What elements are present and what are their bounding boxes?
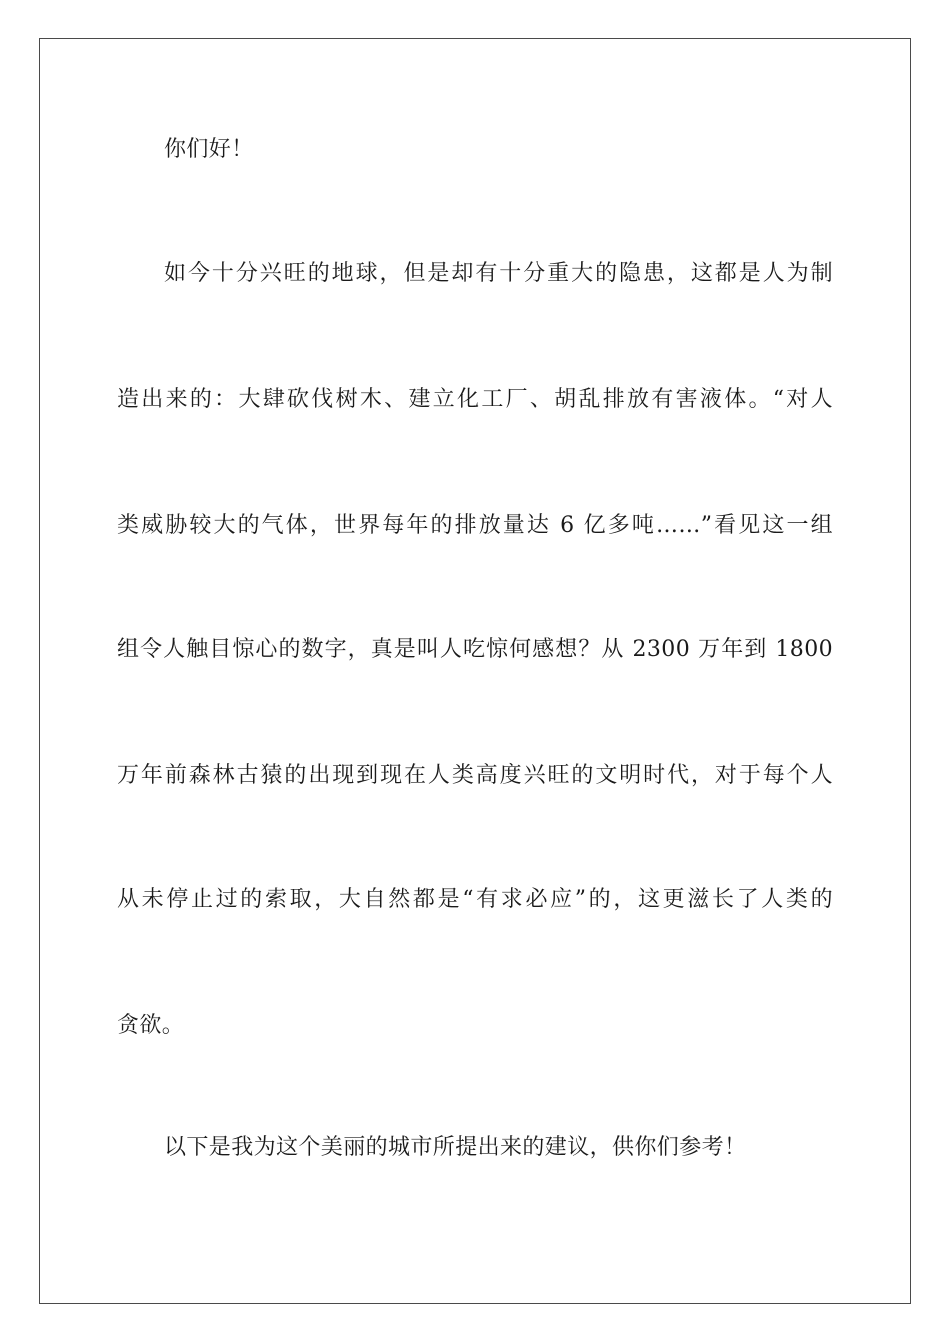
paragraph-1-line-2: 造出来的：大肆砍伐树木、建立化工厂、胡乱排放有害液体。“对人 [117, 387, 833, 412]
paragraph-1-line-3: 类威胁较大的气体，世界每年的排放量达 6 亿多吨……”看见这一组 [117, 513, 833, 538]
page-border [39, 38, 911, 1304]
paragraph-2: 以下是我为这个美丽的城市所提出来的建议，供你们参考！ [164, 1135, 747, 1160]
paragraph-1-line-4: 组令人触目惊心的数字，真是叫人吃惊何感想？从 2300 万年到 1800 [117, 637, 833, 662]
greeting: 你们好！ [164, 137, 254, 162]
paragraph-1-line-6: 从未停止过的索取，大自然都是“有求必应”的，这更滋长了人类的 [117, 887, 833, 912]
paragraph-1-line-1: 如今十分兴旺的地球，但是却有十分重大的隐患，这都是人为制 [164, 261, 833, 286]
paragraph-1-line-5: 万年前森林古猿的出现到现在人类高度兴旺的文明时代，对于每个人 [117, 763, 833, 788]
paragraph-1-line-7: 贪欲。 [117, 1013, 185, 1038]
